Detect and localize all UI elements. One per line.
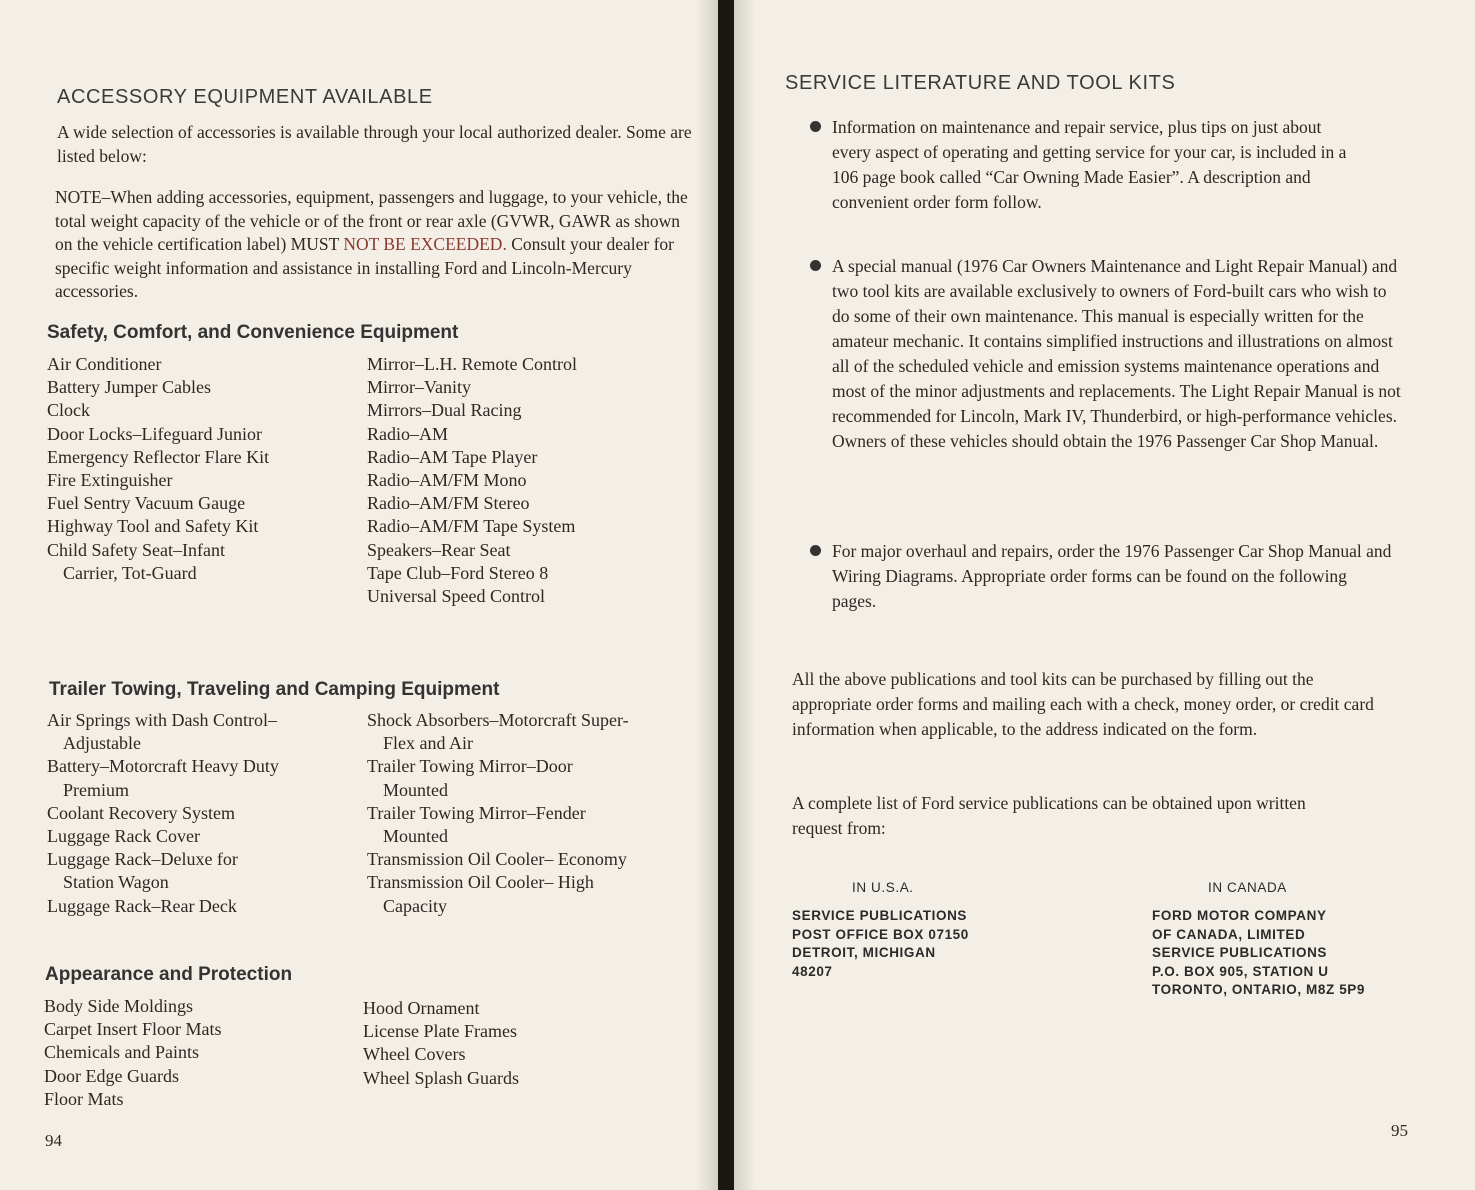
usa-address: [792, 907, 969, 981]
list-item: Radio–AM/FM Tape System: [367, 516, 576, 537]
list-item: Luggage Rack Cover: [47, 826, 200, 847]
list-item: Universal Speed Control: [367, 586, 545, 607]
list-item: Emergency Reflector Flare Kit: [47, 446, 270, 467]
appearance-list-right: [363, 997, 663, 1090]
list-item: Trailer Towing Mirror–Fender Mounted: [367, 802, 586, 847]
bullet-item: Information on maintenance and repair service, plus tips on just about every aspect of operating and getting service for your car, is included in a 106 page book called “Car Owning Made Easier”. A description and convenient order form follow.: [810, 115, 1352, 215]
bullet-dot: [810, 260, 821, 271]
list-item: Body Side Moldings: [44, 996, 194, 1016]
list-item: Chemicals and Paints: [44, 1042, 199, 1063]
gutter-shadow: [696, 0, 718, 1190]
safety-list-left: [47, 353, 347, 585]
list-item: Carpet Insert Floor Mats: [44, 1019, 222, 1040]
list-item: Battery–Motorcraft Heavy Duty Premium: [47, 756, 279, 800]
note-emphasis: NOT BE EXCEEDED.: [343, 234, 507, 254]
list-item: Door Locks–Lifeguard Junior: [47, 423, 262, 444]
list-item: Mirror–L.H. Remote Control: [367, 354, 577, 374]
accessory-title: ACCESSORY EQUIPMENT AVAILABLE: [57, 86, 433, 108]
address-line: TORONTO, ONTARIO, M8Z 5P9: [1152, 982, 1366, 997]
appearance-list-left: [44, 995, 344, 1111]
address-line: DETROIT, MICHIGAN: [792, 945, 936, 960]
address-line: 48207: [792, 963, 833, 979]
list-item: Tape Club–Ford Stereo 8: [367, 562, 549, 583]
list-item: Radio–AM Tape Player: [367, 446, 538, 467]
trailer-list-right: [367, 709, 637, 918]
usa-heading: IN U.S.A.: [852, 880, 914, 895]
address-line: SERVICE PUBLICATIONS: [792, 908, 968, 923]
page-number-left: 94: [45, 1131, 62, 1150]
canada-address: [1152, 907, 1365, 1000]
list-item: Luggage Rack–Rear Deck: [47, 895, 237, 916]
list-item: Clock: [47, 400, 90, 421]
trailer-list-left: [47, 709, 322, 918]
list-item: Transmission Oil Cooler– Economy: [367, 849, 627, 870]
list-item: Transmission Oil Cooler– High Capacity: [367, 872, 594, 916]
list-item: Fuel Sentry Vacuum Gauge: [47, 493, 246, 514]
left-page: [0, 0, 718, 1190]
list-item: License Plate Frames: [363, 1021, 517, 1042]
list-item: Highway Tool and Safety Kit: [47, 516, 259, 537]
list-item: Hood Ornament: [363, 998, 480, 1018]
safety-list-right: [367, 353, 687, 608]
list-item: Air Conditioner: [47, 354, 162, 374]
list-item: Trailer Towing Mirror–Door Mounted: [367, 756, 573, 800]
list-item: Mirrors–Dual Racing: [367, 400, 522, 421]
list-item: Shock Absorbers–Motorcraft Super-Flex and Air: [367, 710, 629, 754]
bullet-item: For major overhaul and repairs, order the 1976 Passenger Car Shop Manual and Wiring Diagrams. Appropriate order forms can be found on the following pages.: [810, 539, 1392, 614]
bullet-item: A special manual (1976 Car Owners Maintenance and Light Repair Manual) and two tool kits are available exclusively to owners of Ford-built cars who wish to do some of their own maintenance. This manual is especially written for the amateur mechanic. It contains simplified instructions and illustrations on almost all of the scheduled vehicle and emission systems maintenance operations and most of the minor adjustments and replacements. The Light Repair Manual is not recommended for Lincoln, Mark IV, Thunderbird, or high-performance vehicles. Owners of these vehicles should obtain the 1976 Passenger Car Shop Manual.: [810, 254, 1402, 454]
bullet-dot: [810, 545, 821, 556]
list-item: Radio–AM/FM Mono: [367, 470, 527, 491]
section-heading-appearance: Appearance and Protection: [45, 964, 293, 985]
address-line: POST OFFICE BOX 07150: [792, 926, 969, 942]
list-item: Door Edge Guards: [44, 1065, 179, 1086]
list-item: Radio–AM: [367, 423, 448, 444]
note-suffix: Consult your dealer for specific weight information and assistance in installing Ford and Lincoln-Mercury accessories.: [55, 234, 675, 301]
note-prefix: NOTE–When adding accessories, equipment, passengers and luggage, to your vehicle, the total weight capacity of the vehicle or of the front or rear axle (GVWR, GAWR as shown on the vehicle certification label) MUST: [55, 187, 688, 254]
address-line: P.O. BOX 905, STATION U: [1152, 963, 1329, 979]
list-item: Child Safety Seat–Infant Carrier, Tot-Guard: [47, 539, 225, 583]
right-page: [734, 0, 1475, 1190]
service-title: SERVICE LITERATURE AND TOOL KITS: [785, 72, 1176, 94]
purchase-paragraph: All the above publications and tool kits can be purchased by filling out the appropriate order forms and mailing each with a check, money order, or credit card information when applicable, to the address indicated on the form.: [792, 669, 1374, 739]
list-item: Luggage Rack–Deluxe for Station Wagon: [47, 849, 238, 893]
section-heading-trailer: Trailer Towing, Traveling and Camping Equipment: [49, 679, 500, 700]
address-line: OF CANADA, LIMITED: [1152, 926, 1306, 942]
intro-paragraph: A wide selection of accessories is available through your local authorized dealer. Some are listed below:: [57, 122, 692, 166]
list-item: Fire Extinguisher: [47, 470, 173, 491]
note-paragraph: [55, 186, 695, 304]
list-item: Floor Mats: [44, 1088, 124, 1109]
list-item: Mirror–Vanity: [367, 377, 471, 398]
list-item: Speakers–Rear Seat: [367, 539, 511, 560]
page-number-right: 95: [1391, 1121, 1408, 1140]
list-item: Battery Jumper Cables: [47, 377, 211, 398]
section-heading-safety: Safety, Comfort, and Convenience Equipment: [47, 322, 459, 343]
request-paragraph: A complete list of Ford service publications can be obtained upon written request from:: [792, 793, 1306, 838]
list-item: Radio–AM/FM Stereo: [367, 493, 530, 514]
address-line: FORD MOTOR COMPANY: [1152, 908, 1327, 923]
canada-heading: IN CANADA: [1208, 880, 1287, 895]
gutter-shadow: [734, 0, 756, 1190]
bullet-dot: [810, 121, 821, 132]
list-item: Wheel Covers: [363, 1044, 466, 1065]
list-item: Wheel Splash Guards: [363, 1067, 519, 1088]
list-item: Coolant Recovery System: [47, 802, 235, 823]
address-line: SERVICE PUBLICATIONS: [1152, 945, 1328, 960]
list-item: Air Springs with Dash Control– Adjustable: [47, 710, 278, 754]
